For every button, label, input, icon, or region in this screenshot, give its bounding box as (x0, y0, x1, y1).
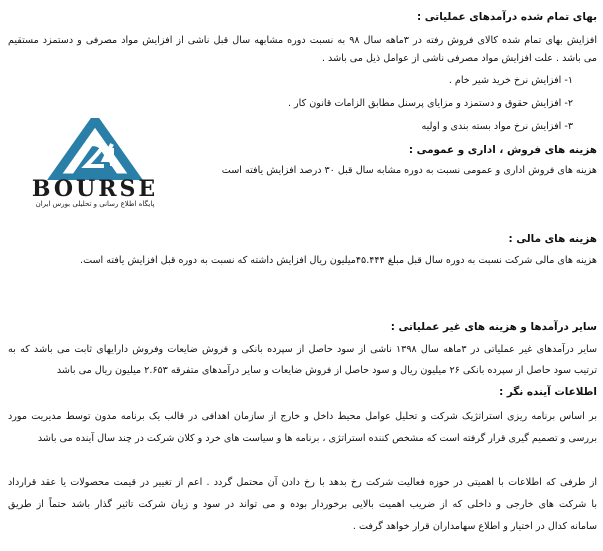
other-line-2: ترتیب سود حاصل از سپرده بانکی ۲۶ میلیون ریال و سود حاصل از فروش ضایعات و سایر درآمدهای متفرقه ۲.۶۵۳ میلیون ریال می باشد (56, 365, 597, 376)
financial-heading: هزینه های مالی : (508, 233, 597, 245)
future-line-3: از طرفی که اطلاعات با اهمیتی در حوزه فعالیت شرکت رخ بدهد با رخ دادن آن محتمل گردد . اعم از تغییر در قیمت محصولات یا عقد قرارداد (8, 477, 597, 488)
future-heading: اطلاعات آینده نگر : (499, 386, 597, 398)
future-line-5: سامانه کدال در اختیار و اطلاع سهامداران قرار خواهد گرفت . (352, 521, 597, 532)
other-line-1: سایر درآمدهای غیر عملیاتی در ۳ماهه سال ۱۳۹۸ ناشی از سود حاصل از سپرده بانکی و فروش ضایعات وفروش دارایهای ثابت می باشد که به (8, 344, 598, 355)
admin-text: هزینه های فروش اداری و عمومی نسبت به دوره مشابه سال قبل ۳۰ درصد افزایش یافته است (221, 165, 597, 176)
future-line-2: بررسی و تصمیم گیری قرار گرفته است که مشخص کننده استراتژی ، برنامه ها و سیاست های خرد و کلان شرکت در چند سال آینده می باشد (37, 433, 597, 444)
cost-paragraph-line-1: افزایش بهای تمام شده کالای فروش رفته در ۳ماهه سال ۹۸ به نسبت دوره مشابهه سال قبل ناشی از افزایش مواد مصرفی و دستمزد مستقیم (8, 35, 597, 46)
bourse-logo (14, 118, 176, 210)
cost-list-item-3: ۳- افزایش نرخ مواد بسته بندی و اولیه (421, 121, 573, 132)
logo-wordmark: BOURSE (31, 176, 159, 202)
future-line-1: بر اساس برنامه ریزی استراتژیک شرکت و تحلیل عوامل محیط داخل و خارج از سازمان اهدافی در قالب یک برنامه مدون توسط مدیریت مورد (8, 411, 597, 422)
other-heading: سایر درآمدها و هزینه های غیر عملیاتی : (390, 321, 597, 333)
cost-paragraph-line-2: می باشد . علت افزایش مواد مصرفی ناشی از عوامل ذیل می باشد . (321, 53, 597, 64)
logo-subtitle: پایگاه اطلاع رسانی و تحلیلی بورس ایران (35, 200, 155, 208)
cost-list-item-2: ۲- افزایش حقوق و دستمزد و مزایای پرسنل مطابق الزامات قانون کار . (287, 98, 573, 109)
financial-text: هزینه های مالی شرکت نسبت به دوره سال قبل مبلغ ۴۵.۴۴۴میلیون ریال افزایش داشته که نسبت به دوره قبل افزایش یافته است. (80, 255, 597, 266)
admin-heading: هزینه های فروش ، اداری و عمومی : (408, 144, 597, 156)
future-line-4: با شرکت های خارجی و داخلی که از ضریب اهمیت بالایی برخوردار بوده و می تواند در سود و زیان شرکت تاثیر گذار باشد حتماً از طریق (8, 499, 597, 510)
cost-heading: بهای تمام شده درآمدهای عملیاتی : (417, 11, 597, 23)
bourse-logo-mark-icon (14, 118, 176, 180)
cost-list-item-1: ۱- افزایش نرخ خرید شیر خام . (448, 75, 573, 86)
